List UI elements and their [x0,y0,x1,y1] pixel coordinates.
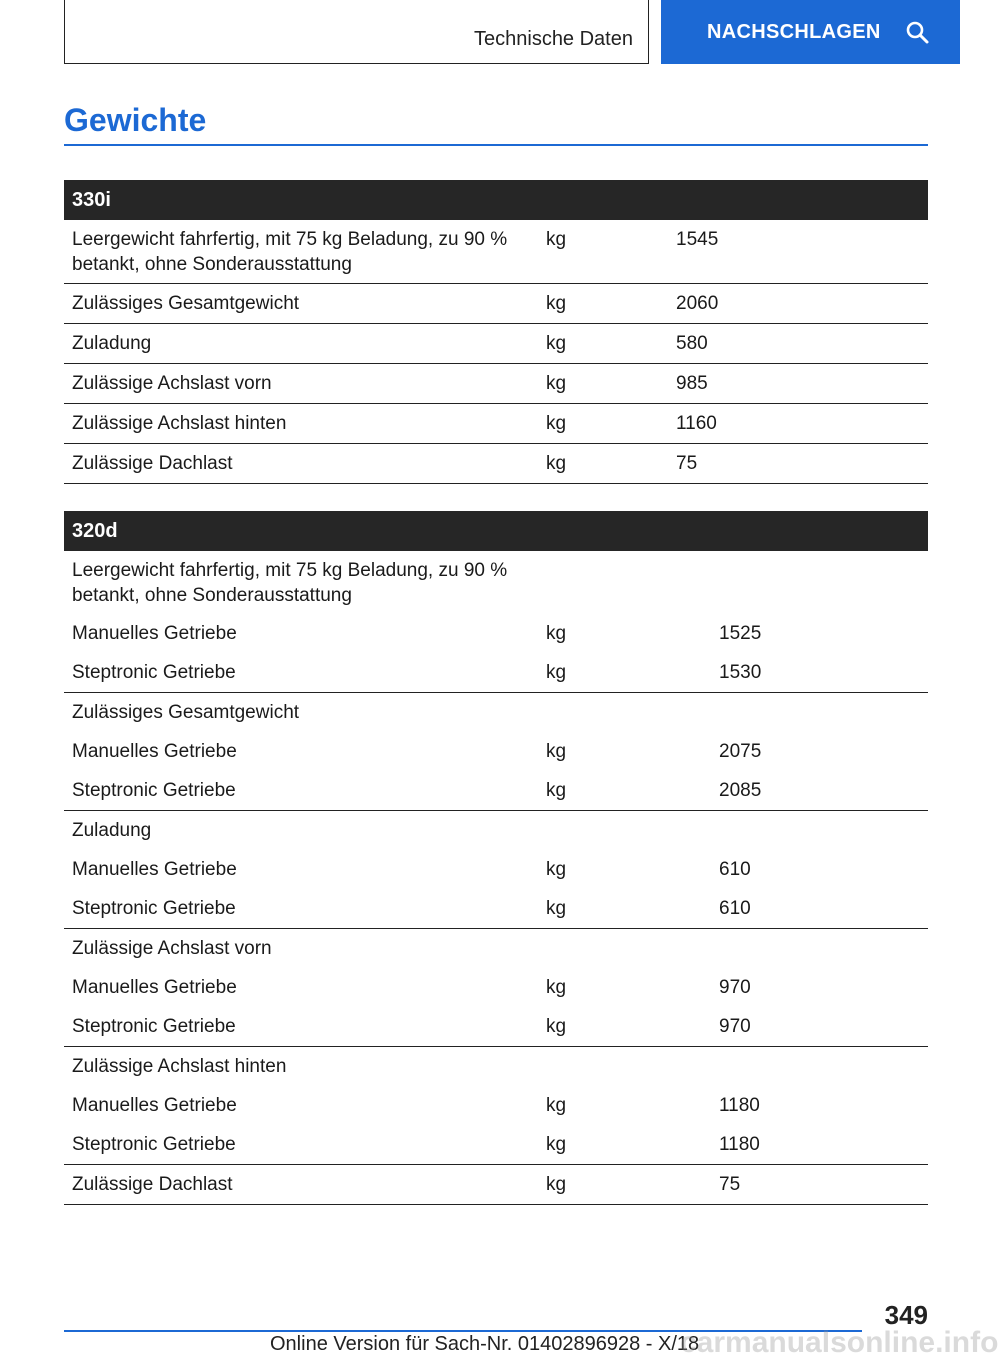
weights-table-330i [64,180,928,484]
table-row [64,653,928,693]
row-value: 75 [676,453,698,474]
table-row [64,364,928,404]
table-row [64,811,928,850]
row-unit: kg [546,859,567,880]
row-label: Steptronic Getriebe [72,1134,236,1155]
row-label: Zulässige Dachlast [72,1174,233,1195]
footer-online-version: Online Version für Sach-Nr. 01402896928 - X/18 [270,1333,700,1355]
row-unit: kg [546,741,567,762]
row-label: Zulässiges Gesamtgewicht [72,702,300,723]
row-label: Zulässiges Gesamtgewicht [72,293,300,314]
table-row [64,771,928,811]
row-value: 610 [719,898,751,919]
table-row [64,1086,928,1125]
row-value: 2060 [676,293,719,314]
row-value: 2075 [719,741,762,762]
table-header-330i: 330i [64,180,928,220]
row-value: 1180 [719,1095,760,1116]
row-label: Zulässige Dachlast [72,453,233,474]
row-value: 985 [676,373,708,394]
table-row [64,444,928,484]
row-label: Zulässige Achslast hinten [72,1056,287,1077]
row-unit: kg [546,780,567,801]
row-unit: kg [546,1095,567,1116]
row-unit: kg [546,293,567,314]
row-value: 2085 [719,780,762,801]
table-row [64,1047,928,1086]
table-row [64,404,928,444]
watermark: carmanualsonline.info [680,1326,998,1359]
weights-table-320d [64,511,928,1205]
row-label: Steptronic Getriebe [72,898,236,919]
table-row [64,968,928,1007]
table-row [64,1165,928,1205]
table-row [64,693,928,732]
row-value: 1525 [719,623,762,644]
row-label: Steptronic Getriebe [72,662,236,683]
row-label: Manuelles Getriebe [72,1095,237,1116]
page-number: 349 [884,1300,928,1330]
row-unit: kg [546,1016,567,1037]
table-row [64,324,928,364]
table-row [64,284,928,324]
page-title: Gewichte [64,102,207,138]
table-row [64,929,928,968]
row-value: 75 [719,1174,741,1195]
table-row [64,614,928,653]
row-label: Steptronic Getriebe [72,780,236,801]
row-unit: kg [546,413,567,434]
row-label: Zulässige Achslast hinten [72,413,287,434]
row-label: Steptronic Getriebe [72,1016,236,1037]
row-label: Zulässige Achslast vorn [72,938,272,959]
search-icon [905,20,929,44]
row-unit: kg [546,373,567,394]
row-unit: kg [546,1174,567,1195]
row-value: 970 [719,1016,751,1037]
row-label: Zuladung [72,333,152,354]
row-label: Manuelles Getriebe [72,977,237,998]
row-unit: kg [546,333,567,354]
table-row [64,889,928,929]
row-value: 1180 [719,1134,760,1155]
row-unit: kg [546,229,567,250]
row-value: 1545 [676,229,719,250]
row-label: Manuelles Getriebe [72,623,237,644]
table-row [64,1007,928,1047]
row-unit: kg [546,453,567,474]
row-unit: kg [546,898,567,919]
lookup-button[interactable] [661,0,960,64]
table-header-320d: 320d [64,511,928,551]
table-row [64,732,928,771]
row-value: 610 [719,859,751,880]
row-value: 1530 [719,662,762,683]
table-row [64,1125,928,1165]
table-row [64,850,928,889]
row-value: 1160 [676,413,717,434]
row-label: Zuladung [72,820,152,841]
section-title: Technische Daten [474,28,633,50]
table-row [64,551,928,614]
row-label: Leergewicht fahrfertig, mit 75 kg Beladung, zu 90 % betankt, ohne Sonderausstattung [72,560,508,606]
row-value: 970 [719,977,751,998]
row-unit: kg [546,623,567,644]
table-row [64,220,928,284]
row-unit: kg [546,977,567,998]
row-label: Leergewicht fahrfertig, mit 75 kg Beladung, zu 90 % betankt, ohne Sonderausstattung [72,229,508,275]
row-label: Manuelles Getriebe [72,859,237,880]
row-value: 580 [676,333,708,354]
title-divider [64,144,928,146]
lookup-label: NACHSCHLAGEN [707,20,881,43]
row-unit: kg [546,1134,567,1155]
row-unit: kg [546,662,567,683]
row-label: Manuelles Getriebe [72,741,237,762]
row-label: Zulässige Achslast vorn [72,373,272,394]
